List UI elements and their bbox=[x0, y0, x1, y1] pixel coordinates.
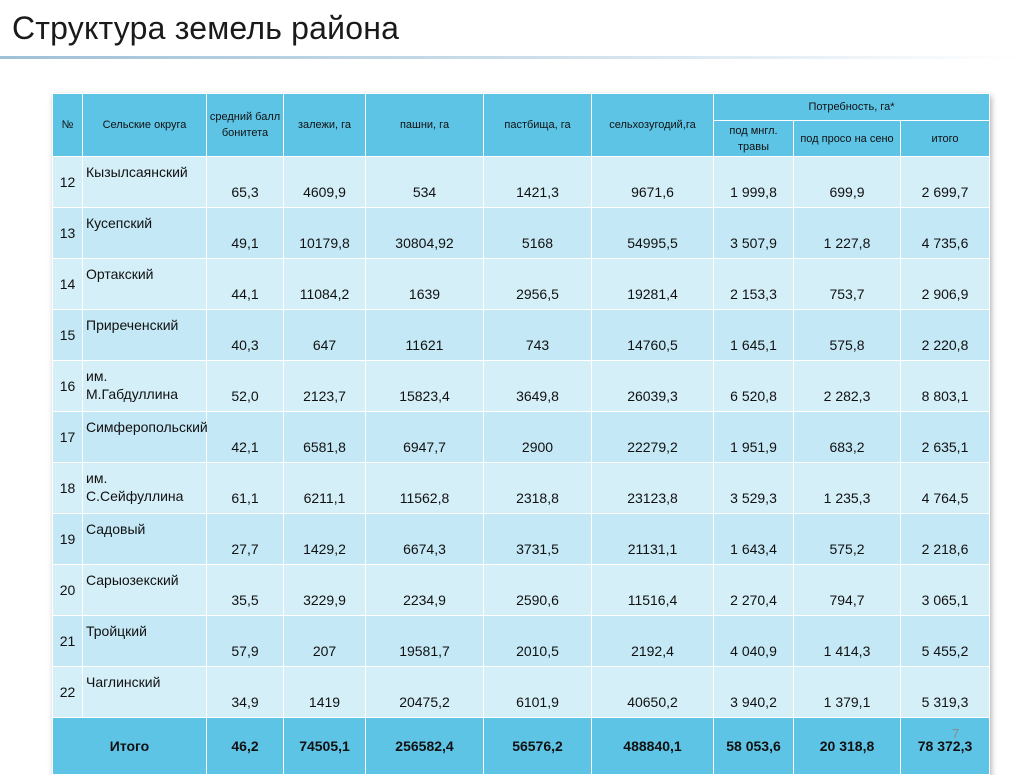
cell-pasture-value: 2010,5 bbox=[516, 643, 559, 659]
cell-pasture-value: 2956,5 bbox=[516, 286, 559, 302]
cell-millet-hay bbox=[794, 361, 901, 412]
cell-avg-bonitet-value: 34,9 bbox=[231, 694, 259, 710]
header-requirement-total: итого bbox=[901, 121, 990, 157]
cell-arable-value: 20475,2 bbox=[399, 694, 450, 710]
cell-pasture bbox=[484, 616, 592, 667]
cell-agricultural-land-value: 2192,4 bbox=[631, 643, 674, 659]
cell-avg-bonitet bbox=[207, 463, 284, 514]
cell-agricultural-land-value: 54995,5 bbox=[627, 235, 678, 251]
cell-arable bbox=[366, 514, 484, 565]
table-row bbox=[53, 463, 990, 514]
cell-fallow bbox=[284, 157, 366, 208]
cell-avg-bonitet-value: 65,3 bbox=[231, 184, 259, 200]
cell-avg-bonitet bbox=[207, 514, 284, 565]
table-row bbox=[53, 412, 990, 463]
cell-rural-district: Кызылсаянский bbox=[83, 157, 207, 208]
table-row bbox=[53, 208, 990, 259]
cell-requirement-total-value: 4 764,5 bbox=[921, 490, 969, 506]
cell-perennial-grass bbox=[714, 412, 794, 463]
cell-fallow bbox=[284, 259, 366, 310]
cell-num: 22 bbox=[53, 667, 83, 718]
cell-rural-district: Кусепский bbox=[83, 208, 207, 259]
cell-perennial-grass-value: 6 520,8 bbox=[730, 388, 777, 404]
cell-avg-bonitet bbox=[207, 361, 284, 412]
total-requirement: 78 372,3 bbox=[901, 718, 990, 775]
cell-requirement-total bbox=[901, 259, 990, 310]
total-label: Итого bbox=[53, 718, 207, 775]
cell-arable bbox=[366, 208, 484, 259]
cell-fallow-value: 647 bbox=[312, 337, 337, 353]
header-avg-bonitet: средний балл бонитета bbox=[207, 94, 284, 157]
cell-agricultural-land-value: 21131,1 bbox=[627, 541, 678, 557]
cell-fallow bbox=[284, 667, 366, 718]
cell-agricultural-land-value: 22279,2 bbox=[627, 439, 678, 455]
cell-arable-value: 6674,3 bbox=[403, 541, 446, 557]
cell-arable-value: 1639 bbox=[408, 286, 441, 302]
cell-arable-value: 534 bbox=[412, 184, 437, 200]
slide-title: Структура земель района bbox=[12, 10, 400, 46]
table-header bbox=[53, 94, 990, 157]
cell-perennial-grass bbox=[714, 514, 794, 565]
cell-perennial-grass-value: 4 040,9 bbox=[730, 643, 777, 659]
cell-pasture bbox=[484, 412, 592, 463]
cell-fallow-value: 6211,1 bbox=[303, 490, 346, 506]
cell-arable bbox=[366, 667, 484, 718]
cell-agricultural-land-value: 19281,4 bbox=[627, 286, 678, 302]
cell-fallow bbox=[284, 208, 366, 259]
cell-pasture-value: 2318,8 bbox=[516, 490, 559, 506]
cell-avg-bonitet bbox=[207, 412, 284, 463]
cell-rural-district: Садовый bbox=[83, 514, 207, 565]
cell-agricultural-land-value: 26039,3 bbox=[627, 388, 678, 404]
cell-arable-value: 6947,7 bbox=[403, 439, 446, 455]
cell-millet-hay-value: 1 379,1 bbox=[823, 694, 871, 710]
cell-perennial-grass-value: 3 507,9 bbox=[730, 235, 777, 251]
cell-agricultural-land-value: 14760,5 bbox=[627, 337, 678, 353]
cell-agricultural-land bbox=[592, 157, 714, 208]
cell-requirement-total bbox=[901, 667, 990, 718]
cell-rural-district: Чаглинский bbox=[83, 667, 207, 718]
cell-millet-hay bbox=[794, 463, 901, 514]
cell-pasture bbox=[484, 310, 592, 361]
cell-requirement-total-value: 2 220,8 bbox=[921, 337, 969, 353]
total-millet-hay: 20 318,8 bbox=[794, 718, 901, 775]
cell-pasture bbox=[484, 565, 592, 616]
cell-arable bbox=[366, 259, 484, 310]
cell-fallow bbox=[284, 412, 366, 463]
cell-millet-hay bbox=[794, 208, 901, 259]
table-body bbox=[53, 157, 990, 718]
cell-avg-bonitet bbox=[207, 259, 284, 310]
cell-agricultural-land bbox=[592, 412, 714, 463]
cell-millet-hay bbox=[794, 412, 901, 463]
page-number: 7 bbox=[952, 726, 960, 741]
cell-fallow-value: 6581,8 bbox=[303, 439, 346, 455]
cell-avg-bonitet-value: 40,3 bbox=[231, 337, 259, 353]
cell-requirement-total-value: 2 906,9 bbox=[921, 286, 969, 302]
cell-requirement-total-value: 5 455,2 bbox=[921, 643, 969, 659]
cell-perennial-grass bbox=[714, 667, 794, 718]
cell-num: 17 bbox=[53, 412, 83, 463]
cell-fallow bbox=[284, 361, 366, 412]
cell-avg-bonitet bbox=[207, 565, 284, 616]
cell-num: 13 bbox=[53, 208, 83, 259]
header-pasture: пастбища, га bbox=[484, 94, 592, 157]
cell-arable bbox=[366, 463, 484, 514]
cell-requirement-total bbox=[901, 361, 990, 412]
header-num: № bbox=[53, 94, 83, 157]
cell-agricultural-land bbox=[592, 310, 714, 361]
cell-pasture-value: 6101,9 bbox=[516, 694, 559, 710]
cell-num: 16 bbox=[53, 361, 83, 412]
cell-millet-hay-value: 1 227,8 bbox=[823, 235, 871, 251]
cell-arable-value: 11621 bbox=[405, 337, 444, 353]
cell-arable-value: 15823,4 bbox=[399, 388, 450, 404]
cell-pasture bbox=[484, 361, 592, 412]
table-row bbox=[53, 616, 990, 667]
cell-rural-district: им. М.Габдуллина bbox=[83, 361, 207, 412]
cell-millet-hay-value: 683,2 bbox=[829, 439, 865, 455]
cell-millet-hay bbox=[794, 616, 901, 667]
cell-perennial-grass-value: 1 999,8 bbox=[730, 184, 777, 200]
cell-agricultural-land-value: 40650,2 bbox=[627, 694, 678, 710]
cell-millet-hay-value: 753,7 bbox=[829, 286, 865, 302]
cell-num: 18 bbox=[53, 463, 83, 514]
cell-pasture bbox=[484, 463, 592, 514]
cell-pasture-value: 3649,8 bbox=[516, 388, 559, 404]
land-structure-table-wrapper bbox=[52, 93, 989, 775]
cell-requirement-total bbox=[901, 310, 990, 361]
cell-pasture-value: 1421,3 bbox=[516, 184, 559, 200]
table-row bbox=[53, 565, 990, 616]
cell-agricultural-land bbox=[592, 565, 714, 616]
cell-fallow bbox=[284, 310, 366, 361]
cell-perennial-grass bbox=[714, 565, 794, 616]
cell-arable-value: 11562,8 bbox=[399, 490, 450, 506]
cell-millet-hay-value: 1 235,3 bbox=[823, 490, 871, 506]
title-underline bbox=[0, 56, 1024, 59]
cell-avg-bonitet-value: 27,7 bbox=[231, 541, 259, 557]
cell-agricultural-land-value: 9671,6 bbox=[631, 184, 674, 200]
cell-fallow bbox=[284, 565, 366, 616]
total-fallow: 74505,1 bbox=[284, 718, 366, 775]
cell-millet-hay-value: 699,9 bbox=[829, 184, 865, 200]
cell-millet-hay bbox=[794, 310, 901, 361]
cell-fallow-value: 1419 bbox=[308, 694, 341, 710]
table-footer bbox=[53, 718, 990, 775]
cell-agricultural-land bbox=[592, 361, 714, 412]
cell-millet-hay bbox=[794, 157, 901, 208]
cell-pasture-value: 3731,5 bbox=[516, 541, 559, 557]
cell-perennial-grass bbox=[714, 616, 794, 667]
cell-rural-district: Приреченский bbox=[83, 310, 207, 361]
cell-rural-district: Ортакский bbox=[83, 259, 207, 310]
cell-arable bbox=[366, 310, 484, 361]
cell-perennial-grass bbox=[714, 259, 794, 310]
cell-perennial-grass-value: 1 643,4 bbox=[730, 541, 777, 557]
cell-fallow bbox=[284, 514, 366, 565]
cell-requirement-total bbox=[901, 514, 990, 565]
cell-rural-district: Тройцкий bbox=[83, 616, 207, 667]
cell-arable bbox=[366, 157, 484, 208]
header-requirement: Потребность, га* bbox=[714, 94, 990, 121]
cell-agricultural-land-value: 11516,4 bbox=[627, 592, 678, 608]
cell-arable bbox=[366, 565, 484, 616]
table-row bbox=[53, 157, 990, 208]
cell-agricultural-land bbox=[592, 616, 714, 667]
cell-agricultural-land bbox=[592, 208, 714, 259]
cell-perennial-grass-value: 2 270,4 bbox=[730, 592, 777, 608]
cell-fallow-value: 4609,9 bbox=[303, 184, 346, 200]
cell-millet-hay-value: 2 282,3 bbox=[823, 388, 871, 404]
cell-num: 19 bbox=[53, 514, 83, 565]
cell-arable bbox=[366, 361, 484, 412]
cell-millet-hay-value: 575,2 bbox=[829, 541, 865, 557]
cell-avg-bonitet-value: 42,1 bbox=[231, 439, 259, 455]
cell-agricultural-land bbox=[592, 463, 714, 514]
cell-requirement-total-value: 2 218,6 bbox=[921, 541, 969, 557]
cell-arable bbox=[366, 616, 484, 667]
cell-millet-hay bbox=[794, 514, 901, 565]
cell-avg-bonitet-value: 44,1 bbox=[231, 286, 259, 302]
header-fallow: залежи, га bbox=[284, 94, 366, 157]
cell-agricultural-land bbox=[592, 259, 714, 310]
cell-fallow bbox=[284, 463, 366, 514]
table-row bbox=[53, 667, 990, 718]
cell-avg-bonitet bbox=[207, 157, 284, 208]
header-rural-district: Сельские округа bbox=[83, 94, 207, 157]
table-row bbox=[53, 310, 990, 361]
cell-pasture-value: 5168 bbox=[521, 235, 554, 251]
cell-pasture bbox=[484, 157, 592, 208]
header-perennial-grass: под мнгл. травы bbox=[714, 121, 794, 157]
cell-num: 12 bbox=[53, 157, 83, 208]
table-row bbox=[53, 259, 990, 310]
cell-requirement-total-value: 5 319,3 bbox=[921, 694, 969, 710]
cell-fallow bbox=[284, 616, 366, 667]
cell-fallow-value: 2123,7 bbox=[303, 388, 346, 404]
cell-agricultural-land-value: 23123,8 bbox=[627, 490, 678, 506]
cell-avg-bonitet-value: 61,1 bbox=[231, 490, 259, 506]
total-row bbox=[53, 718, 990, 775]
cell-arable-value: 30804,92 bbox=[395, 235, 454, 251]
cell-arable-value: 19581,7 bbox=[399, 643, 450, 659]
land-structure-table bbox=[52, 93, 990, 775]
cell-requirement-total-value: 3 065,1 bbox=[921, 592, 969, 608]
cell-pasture bbox=[484, 208, 592, 259]
cell-millet-hay-value: 575,8 bbox=[829, 337, 865, 353]
cell-perennial-grass-value: 3 529,3 bbox=[730, 490, 777, 506]
cell-fallow-value: 11084,2 bbox=[299, 286, 350, 302]
cell-requirement-total bbox=[901, 463, 990, 514]
cell-fallow-value: 3229,9 bbox=[303, 592, 346, 608]
cell-agricultural-land bbox=[592, 514, 714, 565]
cell-num: 20 bbox=[53, 565, 83, 616]
cell-perennial-grass bbox=[714, 310, 794, 361]
cell-pasture-value: 2900 bbox=[521, 439, 554, 455]
cell-millet-hay bbox=[794, 565, 901, 616]
cell-pasture-value: 743 bbox=[525, 337, 550, 353]
cell-avg-bonitet bbox=[207, 208, 284, 259]
cell-pasture bbox=[484, 514, 592, 565]
cell-millet-hay-value: 1 414,3 bbox=[823, 643, 871, 659]
cell-millet-hay bbox=[794, 667, 901, 718]
cell-requirement-total bbox=[901, 616, 990, 667]
total-pasture: 56576,2 bbox=[484, 718, 592, 775]
cell-avg-bonitet-value: 35,5 bbox=[231, 592, 259, 608]
cell-avg-bonitet-value: 52,0 bbox=[231, 388, 259, 404]
header-arable: пашни, га bbox=[366, 94, 484, 157]
cell-fallow-value: 10179,8 bbox=[299, 235, 350, 251]
cell-pasture bbox=[484, 259, 592, 310]
cell-fallow-value: 1429,2 bbox=[303, 541, 346, 557]
cell-requirement-total bbox=[901, 412, 990, 463]
cell-rural-district: им. С.Сейфуллина bbox=[83, 463, 207, 514]
cell-millet-hay-value: 794,7 bbox=[829, 592, 865, 608]
cell-avg-bonitet bbox=[207, 616, 284, 667]
cell-pasture-value: 2590,6 bbox=[516, 592, 559, 608]
cell-requirement-total-value: 4 735,6 bbox=[921, 235, 969, 251]
total-arable: 256582,4 bbox=[366, 718, 484, 775]
cell-arable bbox=[366, 412, 484, 463]
total-avg-bonitet: 46,2 bbox=[207, 718, 284, 775]
cell-perennial-grass bbox=[714, 361, 794, 412]
cell-requirement-total-value: 2 635,1 bbox=[921, 439, 969, 455]
cell-requirement-total bbox=[901, 208, 990, 259]
cell-agricultural-land bbox=[592, 667, 714, 718]
cell-avg-bonitet-value: 57,9 bbox=[231, 643, 259, 659]
cell-num: 15 bbox=[53, 310, 83, 361]
cell-millet-hay bbox=[794, 259, 901, 310]
cell-perennial-grass-value: 1 645,1 bbox=[730, 337, 777, 353]
cell-requirement-total-value: 2 699,7 bbox=[921, 184, 969, 200]
cell-perennial-grass-value: 1 951,9 bbox=[730, 439, 777, 455]
cell-num: 21 bbox=[53, 616, 83, 667]
cell-num: 14 bbox=[53, 259, 83, 310]
cell-rural-district: Симферопольский bbox=[83, 412, 207, 463]
cell-arable-value: 2234,9 bbox=[403, 592, 446, 608]
cell-perennial-grass-value: 3 940,2 bbox=[730, 694, 777, 710]
cell-perennial-grass-value: 2 153,3 bbox=[730, 286, 777, 302]
total-agricultural-land: 488840,1 bbox=[592, 718, 714, 775]
header-agricultural-land: сельхозугодий,га bbox=[592, 94, 714, 157]
cell-requirement-total bbox=[901, 157, 990, 208]
cell-avg-bonitet bbox=[207, 667, 284, 718]
cell-perennial-grass bbox=[714, 463, 794, 514]
total-perennial-grass: 58 053,6 bbox=[714, 718, 794, 775]
cell-rural-district: Сарыозекский bbox=[83, 565, 207, 616]
cell-pasture bbox=[484, 667, 592, 718]
cell-avg-bonitet-value: 49,1 bbox=[231, 235, 259, 251]
table-row bbox=[53, 361, 990, 412]
header-millet-hay: под просо на сено bbox=[794, 121, 901, 157]
table-row bbox=[53, 514, 990, 565]
cell-avg-bonitet bbox=[207, 310, 284, 361]
cell-perennial-grass bbox=[714, 208, 794, 259]
cell-requirement-total-value: 8 803,1 bbox=[921, 388, 969, 404]
cell-requirement-total bbox=[901, 565, 990, 616]
cell-fallow-value: 207 bbox=[312, 643, 337, 659]
cell-perennial-grass bbox=[714, 157, 794, 208]
